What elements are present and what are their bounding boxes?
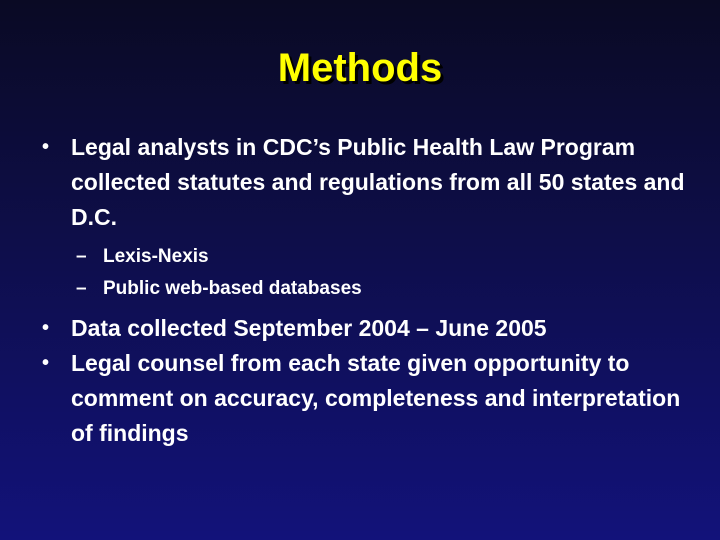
bullet-text: Data collected September 2004 – June 2005 xyxy=(71,315,547,341)
bullet-marker: • xyxy=(42,317,50,339)
bullet-item xyxy=(36,130,696,305)
bullet-marker: • xyxy=(42,136,50,158)
sub-bullet-text: Lexis-Nexis xyxy=(103,246,209,267)
sub-bullet-marker: – xyxy=(76,278,87,299)
bullet-item xyxy=(36,311,696,346)
bullet-list xyxy=(36,130,696,451)
bullet-text: Legal analysts in CDC’s Public Health Law Program collected statutes and regulations from all 50 states and D.C. xyxy=(71,134,685,230)
bullet-marker: • xyxy=(42,352,50,374)
bullet-text: Legal counsel from each state given opportunity to comment on accuracy, completeness and interpretation of findings xyxy=(71,350,681,446)
sub-bullet-text: Public web-based databases xyxy=(103,278,362,299)
sub-bullet-list xyxy=(71,241,696,305)
bullet-item xyxy=(36,346,696,451)
sub-bullet-marker: – xyxy=(76,246,87,267)
slide-title: Methods xyxy=(277,46,443,90)
sub-bullet-item xyxy=(71,273,696,305)
sub-bullet-item xyxy=(71,241,696,273)
